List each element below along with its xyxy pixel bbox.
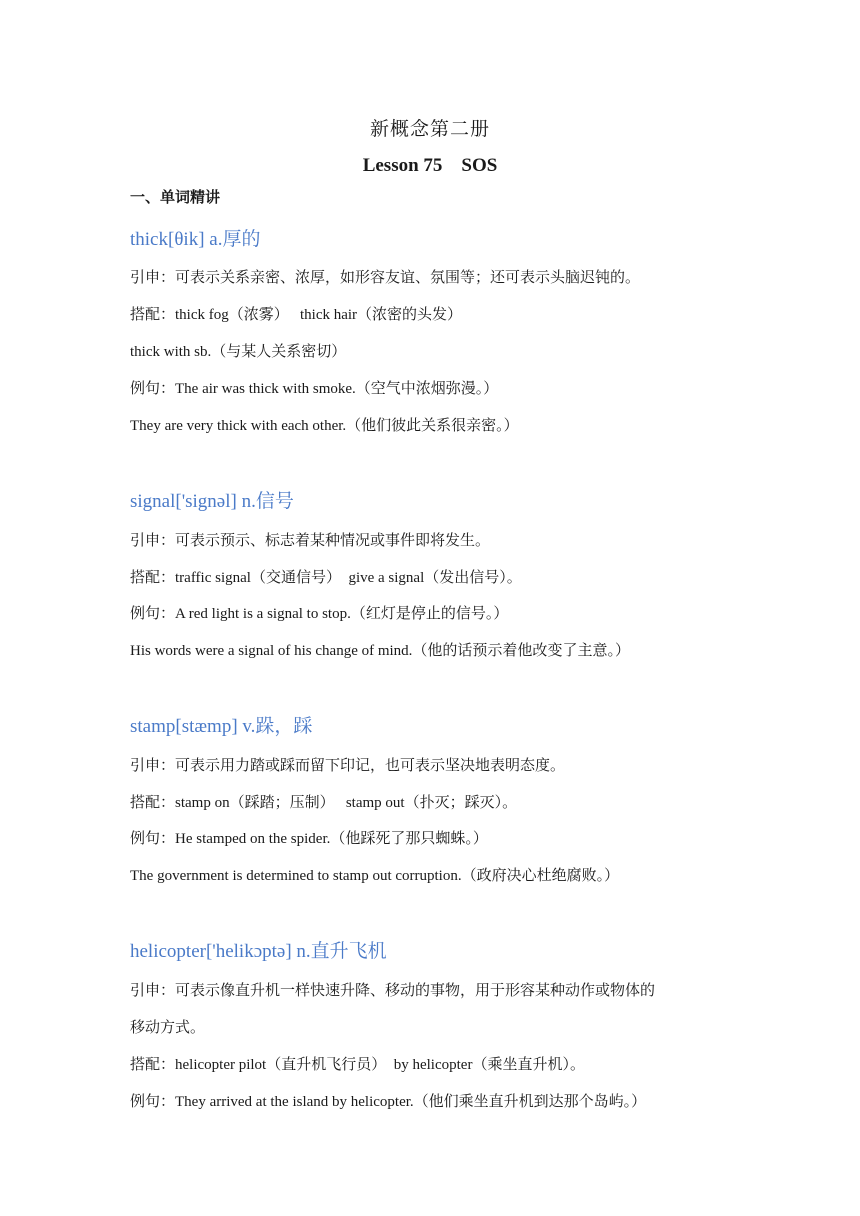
example-stamp-2: The government is determined to stamp out corruption.（政府决心杜绝腐败。） <box>130 868 620 884</box>
document-title: 新概念第二册 <box>369 119 490 140</box>
headword-helicopter: helicopter['helikɔptə] n.直升飞机 <box>130 941 387 962</box>
lesson-title: Lesson 75 SOS <box>362 155 498 176</box>
collocation-stamp: 搭配：stamp on（踩踏；压制） stamp out（扑灭；踩灭）。 <box>130 795 518 811</box>
collocation-helicopter: 搭配：helicopter pilot（直升机飞行员） by helicopter（乘坐直升机）。 <box>130 1057 585 1073</box>
headword-signal: signal['signəl] n.信号 <box>130 491 294 512</box>
extension-signal: 引申：可表示预示、标志着某种情况或事件即将发生。 <box>130 533 491 549</box>
headword-thick: thick[θik] a.厚的 <box>130 229 261 250</box>
collocation-thick-2: thick with sb.（与某人关系密切） <box>130 344 347 360</box>
example-thick-1: 例句：The air was thick with smoke.（空气中浓烟弥漫。） <box>130 381 499 397</box>
extension-helicopter-2: 移动方式。 <box>130 1020 206 1036</box>
collocation-thick: 搭配：thick fog（浓雾） thick hair（浓密的头发） <box>130 307 463 323</box>
headword-stamp: stamp[stæmp] v.跺，踩 <box>130 716 313 737</box>
example-thick-2: They are very thick with each other.（他们彼此关系很亲密。） <box>130 418 519 434</box>
example-helicopter-1: 例句：They arrived at the island by helicopter.（他们乘坐直升机到达那个岛屿。） <box>130 1094 647 1110</box>
example-signal-1: 例句：A red light is a signal to stop.（红灯是停止的信号。） <box>130 606 509 622</box>
example-signal-2: His words were a signal of his change of mind.（他的话预示着他改变了主意。） <box>130 643 630 659</box>
collocation-signal: 搭配：traffic signal（交通信号） give a signal（发出信号）。 <box>130 570 522 586</box>
extension-thick: 引申：可表示关系亲密、浓厚，如形容友谊、氛围等；还可表示头脑迟钝的。 <box>130 270 641 286</box>
extension-stamp: 引申：可表示用力踏或踩而留下印记，也可表示坚决地表明态度。 <box>130 758 566 774</box>
section-heading: 一、单词精讲 <box>130 190 221 206</box>
extension-helicopter: 引申：可表示像直升机一样快速升降、移动的事物，用于形容某种动作或物体的 <box>130 983 656 999</box>
example-stamp-1: 例句：He stamped on the spider.（他踩死了那只蜘蛛。） <box>130 831 488 847</box>
